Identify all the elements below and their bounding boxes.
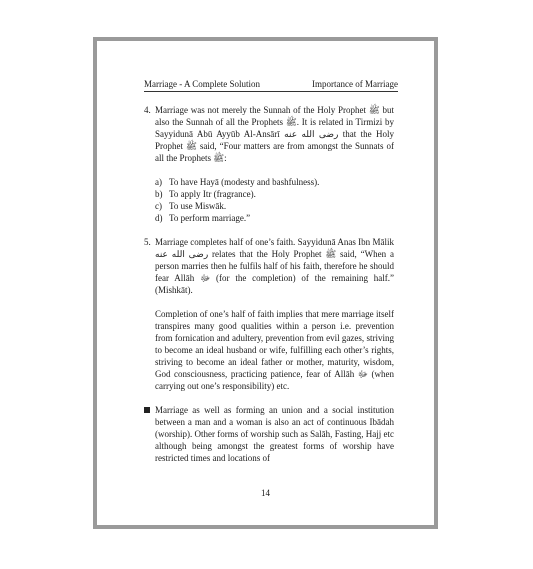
header-chapter-title: Importance of Marriage bbox=[312, 79, 398, 89]
bullet-text: Marriage as well as forming an union and a social institution between a man and a woman is also an act of continuous Ibādah (worship). Other forms of worship such as Salāh, Fasting, Hajj etc although being amongst the greatest forms of worship have restricted times and locations of bbox=[155, 405, 394, 463]
sub-list bbox=[155, 176, 394, 224]
list-letter: a) bbox=[155, 177, 162, 187]
header-book-title: Marriage - A Complete Solution bbox=[144, 79, 260, 89]
point-5-paragraph-2: Completion of one’s half of faith implies that mere marriage itself transpires many good qualities within a person i.e. prevention from fornication and adultery, prevention from evil gazes, striving to become an ideal husband or wife, fulfilling each other’s rights, striving to become an ideal father or mother, maturity, wisdom, God consciousness, practicing patience, fear of Allāh ﷻ (when carrying out one’s responsibility) etc. bbox=[155, 309, 394, 391]
page-content bbox=[144, 104, 394, 464]
point-text: Marriage was not merely the Sunnah of the Holy Prophet ﷺ but also the Sunnah of all the Prophets ﷺ. It is related in Tirmizi by Sayyidunā Abū Ayyūb Al-Ansārī رضی الله عنه that the Holy Prophet ﷺ said, “Four matters are from amongst the Sunnats of all the Prophets ﷺ: bbox=[155, 105, 394, 163]
list-text: To apply Itr (fragrance). bbox=[169, 189, 256, 199]
square-bullet-icon bbox=[144, 407, 150, 413]
list-letter: d) bbox=[155, 213, 163, 223]
page-number: 14 bbox=[261, 488, 270, 498]
numbered-point-4 bbox=[144, 104, 394, 164]
list-text: To perform marriage.” bbox=[169, 213, 251, 223]
list-text: To use Miswāk. bbox=[169, 201, 227, 211]
point-number: 5. bbox=[144, 237, 151, 247]
point-text: Marriage completes half of one’s faith. Sayyidunā Anas Ibn Mālik رضی الله عنه relates that the Holy Prophet ﷺ said, “When a person marries then he fulfils half of his faith, therefore he should fear Allāh ﷻ (for the completion) of the remaining half.” (Mishkāt). bbox=[155, 237, 394, 295]
running-header bbox=[144, 79, 398, 92]
bullet-point bbox=[144, 404, 394, 464]
list-item bbox=[155, 212, 394, 224]
numbered-point-5 bbox=[144, 236, 394, 296]
point-number: 4. bbox=[144, 105, 151, 115]
list-text: To have Hayā (modesty and bashfulness). bbox=[169, 177, 320, 187]
list-letter: b) bbox=[155, 189, 163, 199]
list-letter: c) bbox=[155, 201, 162, 211]
list-item bbox=[155, 188, 394, 200]
list-item bbox=[155, 200, 394, 212]
list-item bbox=[155, 176, 394, 188]
book-page bbox=[93, 37, 438, 529]
